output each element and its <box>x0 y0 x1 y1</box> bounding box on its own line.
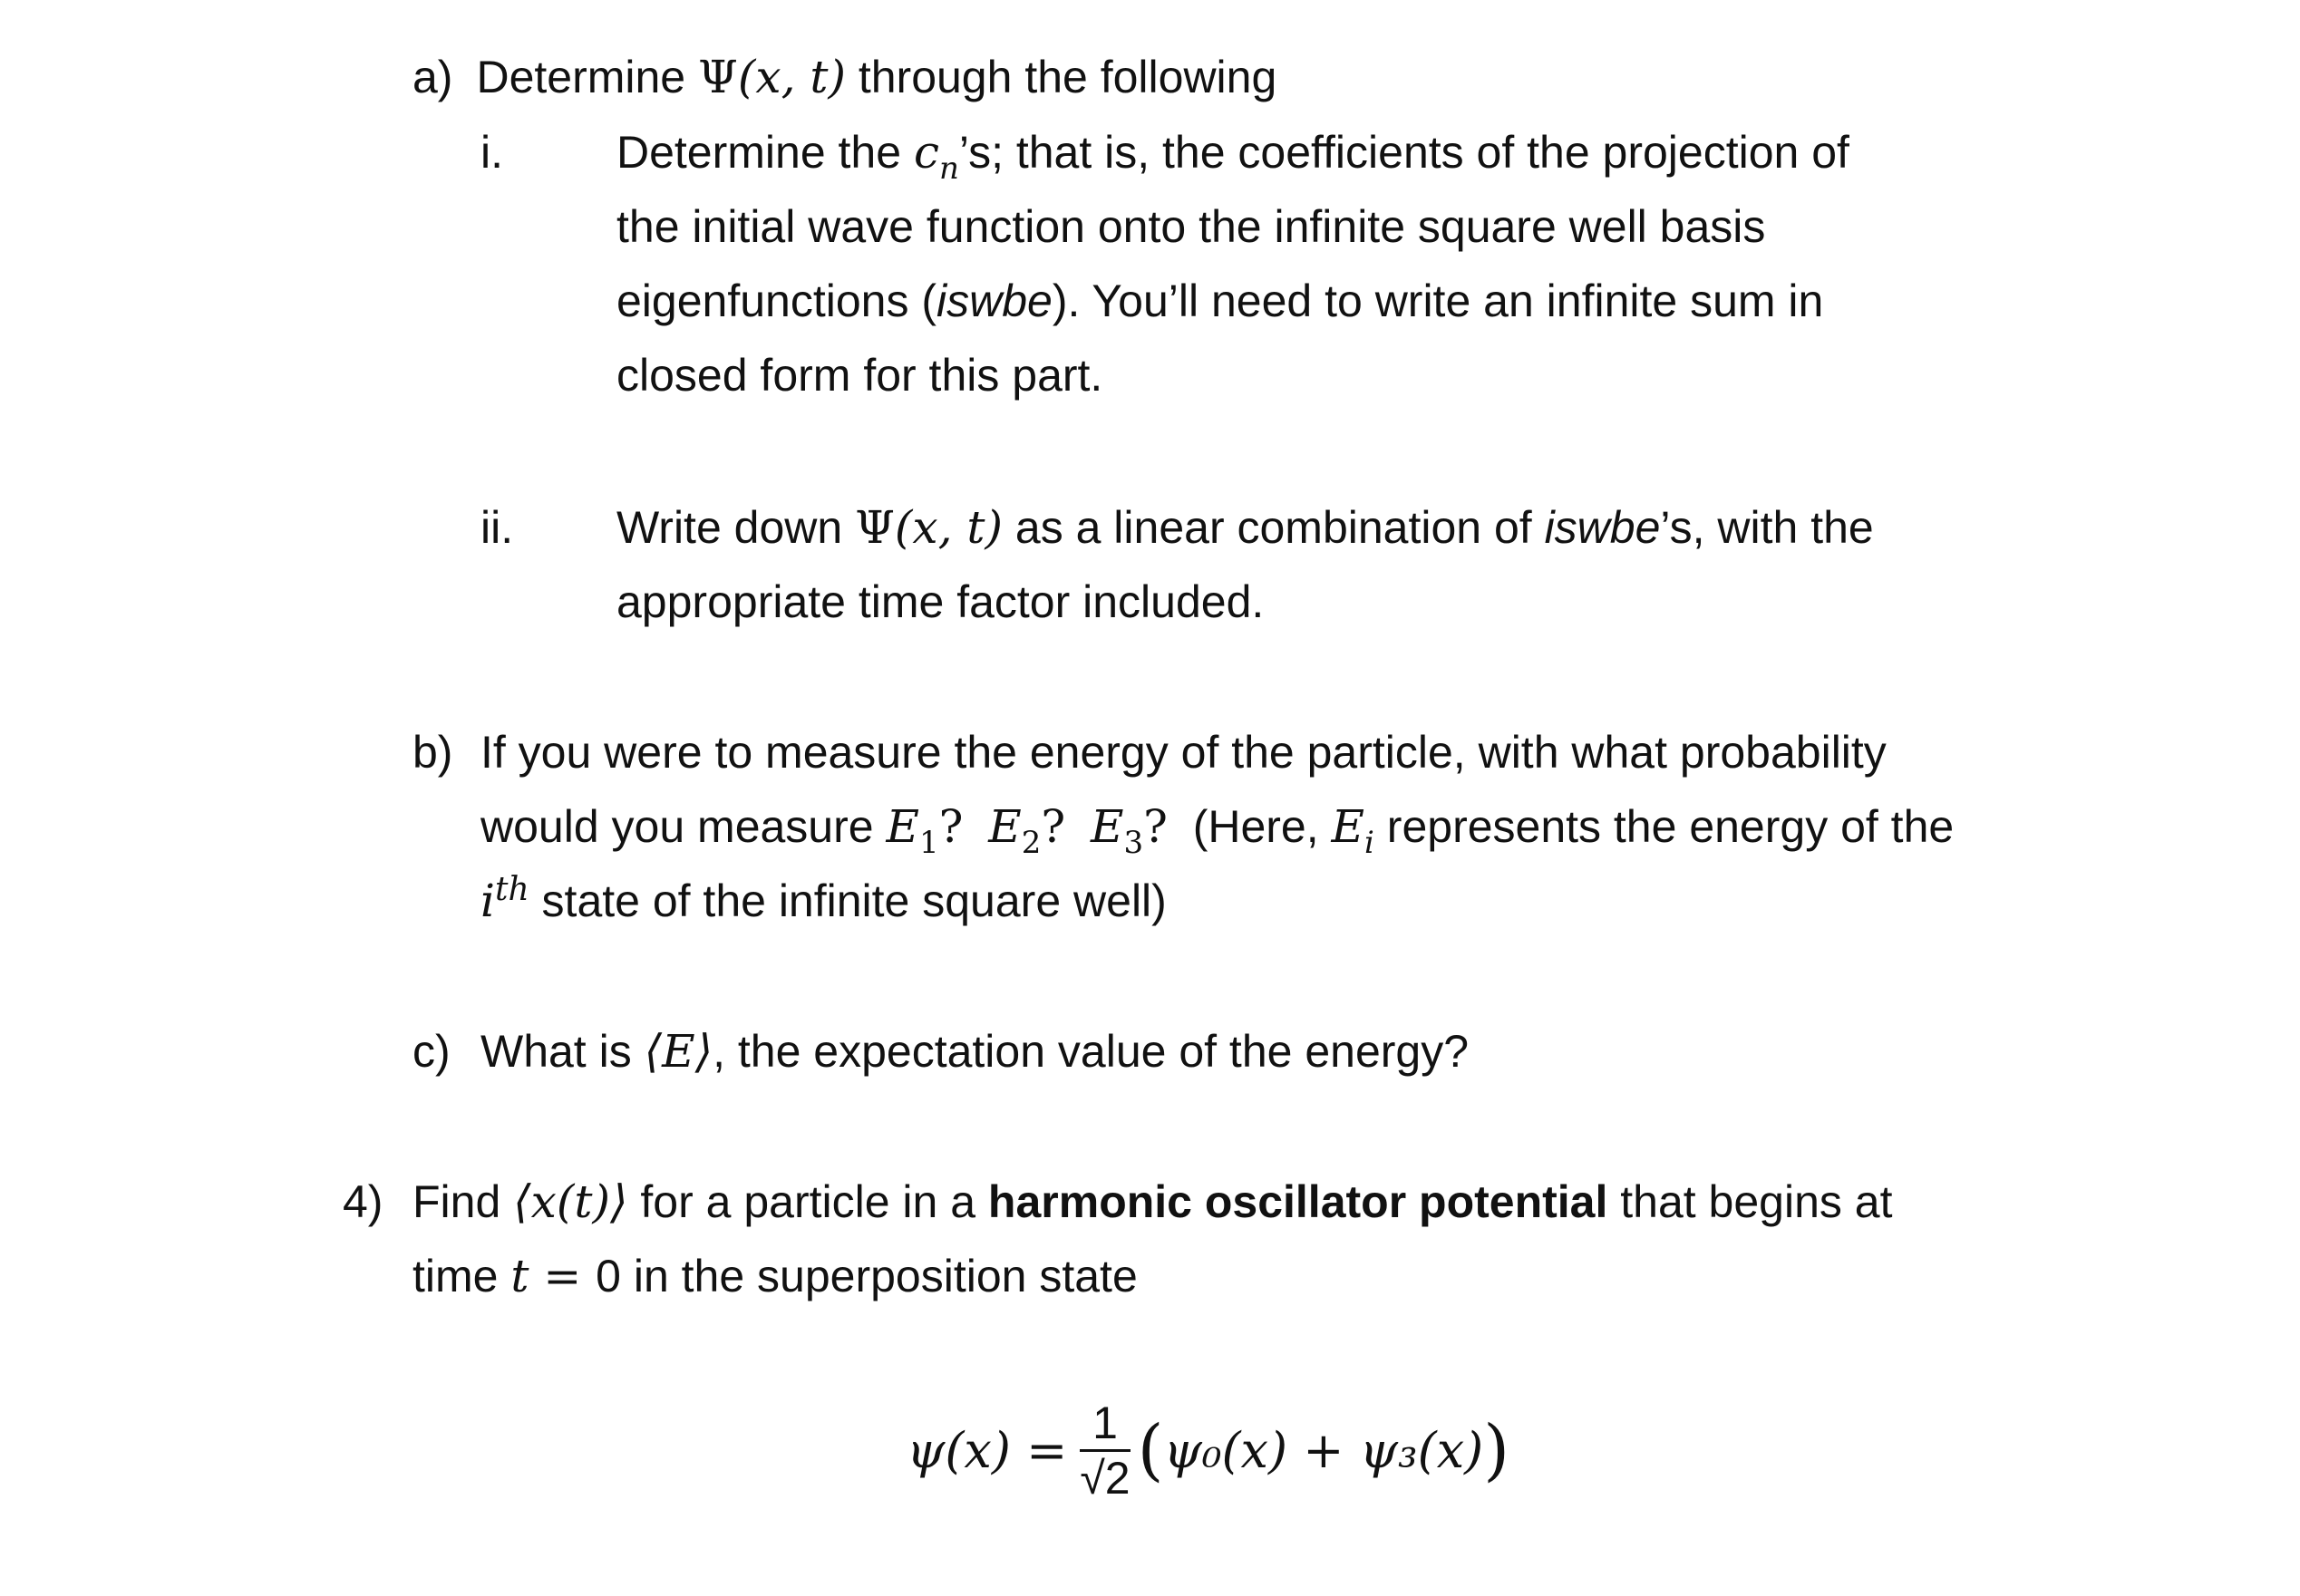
part-a-i-l1-pre: Determine the <box>616 127 914 178</box>
cn-n: n <box>938 150 959 187</box>
fraction <box>1080 1397 1130 1504</box>
harmonic-oscillator-term: harmonic oscillator potential <box>987 1176 1608 1227</box>
time-zero: t = <box>510 1250 597 1302</box>
left-paren: ( <box>1137 1411 1164 1489</box>
energy-sub-i: i <box>1364 825 1374 861</box>
problem-4-l2-pre: time <box>412 1251 511 1301</box>
psi-args: (x, t) <box>737 51 846 103</box>
energy-symbol: E <box>886 800 919 853</box>
question-mark: ? <box>938 800 964 853</box>
part-a-text-post: through the following <box>845 52 1277 102</box>
right-paren: ) <box>1483 1411 1510 1489</box>
part-b-line-3 <box>480 871 1167 928</box>
part-a-i-line-2: the initial wave function onto the infinite square well basis <box>616 201 1766 252</box>
energy-symbol: E <box>988 800 1022 853</box>
ith-i: i <box>480 875 495 927</box>
part-b-marker: b) <box>412 727 453 778</box>
part-a-i-line-1 <box>616 125 1849 187</box>
part-a-i-l3-post: ). You’ll need to write an infinite sum in <box>1052 276 1824 326</box>
psi-args: (x, t) <box>894 501 1004 554</box>
fraction-denominator: √2 <box>1080 1452 1131 1504</box>
part-a-text-pre: Determine <box>476 52 698 102</box>
part-b-l2-pre: would you measure <box>480 801 887 852</box>
ith-th: th <box>495 871 529 908</box>
part-a-i-marker: i. <box>480 127 503 178</box>
part-a-i-line-4: closed form for this part. <box>616 350 1103 401</box>
part-b-paren-open: (Here, <box>1192 801 1332 852</box>
superposition-equation <box>907 1382 1509 1518</box>
energy-sub-1: 1 <box>918 825 939 861</box>
part-c-line <box>480 1024 1469 1079</box>
equation-body: ψ₀(x) + ψ₃(x) <box>1163 1421 1484 1479</box>
iswbe-term: iswbe <box>936 276 1053 326</box>
psi-symbol: Ψ <box>855 501 895 554</box>
question-mark: ? <box>1143 800 1168 853</box>
part-a-line <box>412 50 1276 104</box>
part-b-line-2 <box>480 799 1955 861</box>
cn-c: c <box>913 126 939 179</box>
part-a-i-line-3 <box>616 274 1823 328</box>
problem-4-l1-mid: for a particle in a <box>627 1176 988 1227</box>
energy-sub-2: 2 <box>1021 825 1042 861</box>
iswbe-term: iswbe <box>1544 502 1661 553</box>
problem-4-l1-post: that begins at <box>1607 1176 1893 1227</box>
part-c-pre: What is <box>480 1026 645 1077</box>
equation-lhs: ψ(x) = <box>907 1421 1068 1479</box>
part-a-ii-line-2: appropriate time factor included. <box>616 576 1265 627</box>
part-a-i-l1-post: ’s; that is, the coefficients of the projection of <box>958 127 1849 178</box>
psi-symbol: Ψ <box>698 51 738 103</box>
problem-4-line-1 <box>412 1175 1893 1229</box>
problem-4-line-2 <box>412 1249 1138 1303</box>
part-a-ii-marker: ii. <box>480 502 514 553</box>
energy-symbol: E <box>1331 800 1365 853</box>
position-expectation: ⟨x(t)⟩ <box>513 1175 628 1228</box>
question-mark: ? <box>1041 800 1066 853</box>
part-b-l2-post: represents the energy of the <box>1373 801 1955 852</box>
energy-sub-3: 3 <box>1123 825 1144 861</box>
part-a-ii-l1-pre: Write down <box>616 502 856 553</box>
part-a-ii-line-1 <box>616 500 1874 555</box>
fraction-numerator: 1 <box>1092 1397 1118 1448</box>
problem-4-marker: 4) <box>343 1176 383 1227</box>
part-c-marker: c) <box>412 1026 451 1077</box>
part-b-line-1: If you were to measure the energy of the particle, with what probability <box>480 727 1887 778</box>
part-a-ii-l1-mid: as a linear combination of <box>1003 502 1545 553</box>
problem-4-l2-post: 0 in the superposition state <box>596 1251 1138 1301</box>
problem-4-l1-pre: Find <box>412 1176 514 1227</box>
part-c-post: , the expectation value of the energy? <box>713 1026 1470 1077</box>
part-a-ii-l1-post: ’s, with the <box>1660 502 1874 553</box>
part-a-i-l3-pre: eigenfunctions ( <box>616 276 937 326</box>
part-a-marker: a) <box>412 52 453 102</box>
energy-expectation: ⟨E⟩ <box>644 1025 713 1078</box>
energy-symbol: E <box>1090 800 1124 853</box>
part-b-l3-post: state of the infinite square well) <box>529 875 1167 926</box>
